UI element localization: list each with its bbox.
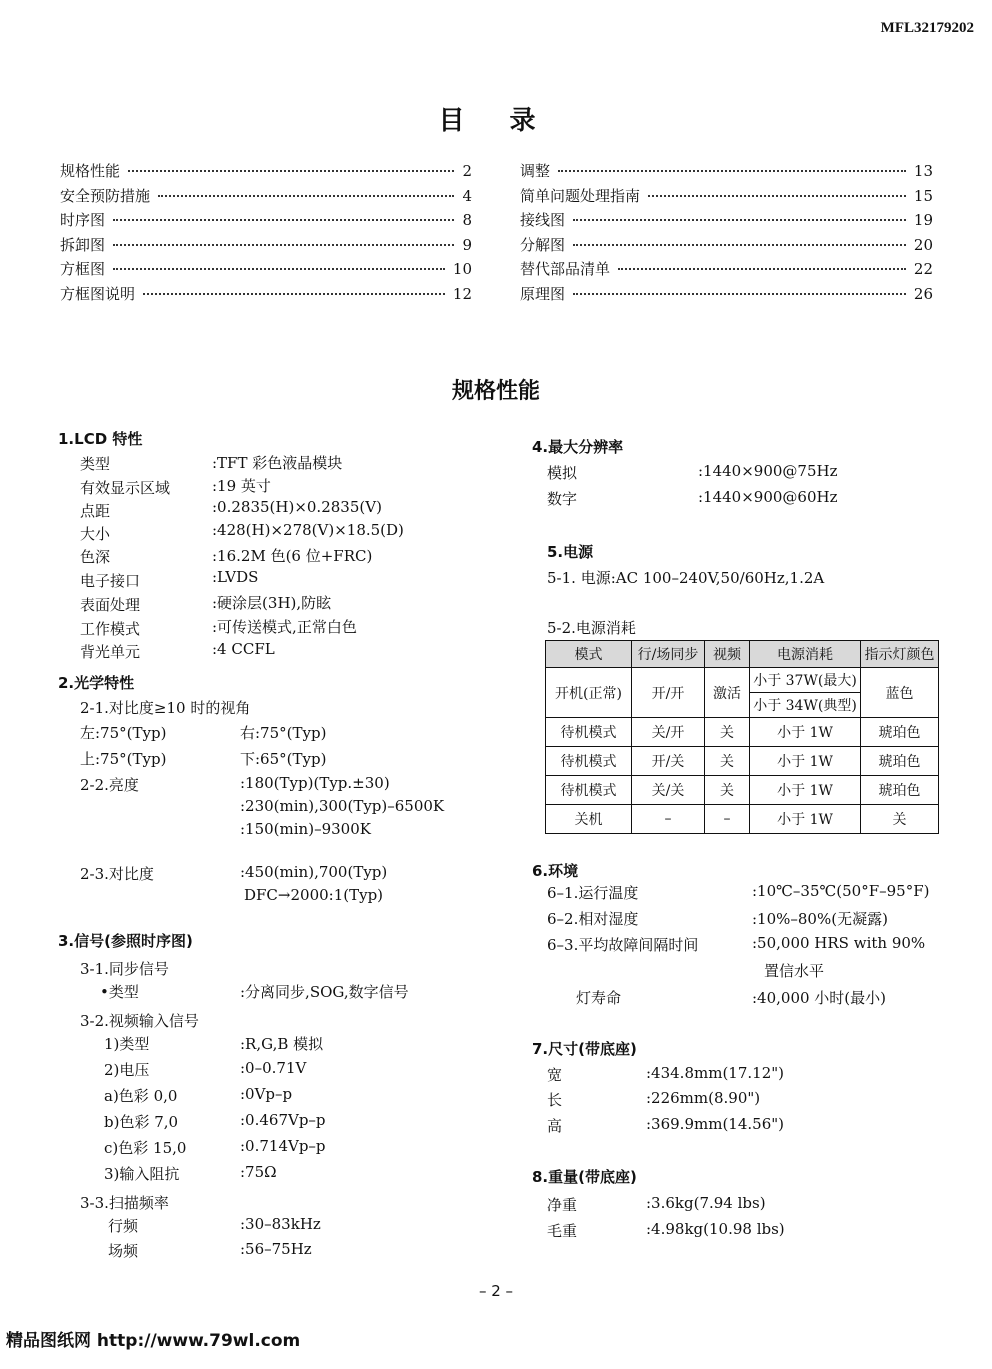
footer-watermark: 精品图纸网 http://www.79wl.com <box>6 1331 301 1351</box>
toc-entry[interactable]: 简单问题处理指南 15 <box>520 186 933 205</box>
spec-value: :分离同步,SOG,数字信号 <box>240 983 409 1001</box>
page-number: – 2 – <box>478 1282 514 1300</box>
sync-signal-label: 3-1.同步信号 <box>80 960 169 978</box>
table-header: 视频 <box>705 641 750 668</box>
table-cell: 琥珀色 <box>861 747 939 776</box>
spec-key: 宽 <box>547 1066 563 1084</box>
spec-key: 类型 <box>80 455 111 473</box>
toc-entry[interactable]: 原理图 26 <box>520 284 933 303</box>
brightness-value: :150(min)–9300K <box>240 820 371 838</box>
power-table <box>545 640 939 834</box>
spec-value: 置信水平 <box>764 962 825 980</box>
spec-key: 电子接口 <box>80 572 141 590</box>
toc-left-column <box>60 160 472 308</box>
toc-right-column <box>520 160 933 308</box>
toc-entry[interactable]: 接线图 19 <box>520 211 933 230</box>
toc-entry[interactable]: 拆卸图 9 <box>60 235 472 254</box>
toc-entry[interactable]: 安全预防措施 4 <box>60 186 472 205</box>
table-cell: 关/开 <box>632 718 705 747</box>
table-header: 电源消耗 <box>750 641 861 668</box>
table-header-row <box>546 641 939 668</box>
power-heading: 5.电源 <box>547 543 594 561</box>
power-consumption-label: 5-2.电源消耗 <box>547 619 636 637</box>
spec-key: 灯寿命 <box>576 989 622 1007</box>
spec-key: 6–1.运行温度 <box>547 884 639 902</box>
spec-key: 2)电压 <box>104 1061 150 1079</box>
toc-entry[interactable]: 方框图说明 12 <box>60 284 472 303</box>
spec-value: :硬涂层(3H),防眩 <box>212 594 332 612</box>
spec-key: 色深 <box>80 548 111 566</box>
spec-value: :0–0.71V <box>240 1059 307 1077</box>
table-cell: 开机(正常) <box>546 668 632 718</box>
table-cell: 关/关 <box>632 776 705 805</box>
toc-entry[interactable]: 替代部品清单 22 <box>520 260 933 279</box>
table-cell: 关 <box>705 747 750 776</box>
table-cell: 关机 <box>546 805 632 834</box>
table-row <box>546 805 939 834</box>
spec-key: 工作模式 <box>80 620 141 638</box>
table-cell: 琥珀色 <box>861 776 939 805</box>
spec-value: :75Ω <box>240 1163 277 1181</box>
table-row <box>546 718 939 747</box>
spec-key: 有效显示区域 <box>80 479 171 497</box>
signal-heading: 3.信号(参照时序图) <box>58 932 193 950</box>
table-cell: 开/开 <box>632 668 705 718</box>
spec-key: 模拟 <box>547 464 578 482</box>
spec-key: 3)输入阻抗 <box>104 1165 180 1183</box>
table-cell: 琥珀色 <box>861 718 939 747</box>
angle-right: 右:75°(Typ) <box>240 724 327 742</box>
spec-key: 高 <box>547 1117 563 1135</box>
table-cell: 待机模式 <box>546 718 632 747</box>
spec-key: 毛重 <box>547 1222 578 1240</box>
spec-key: 场频 <box>108 1242 139 1260</box>
spec-key: 6–2.相对湿度 <box>547 910 639 928</box>
angle-up: 上:75°(Typ) <box>80 750 167 768</box>
table-row <box>546 776 939 805</box>
brightness-value: :180(Typ)(Typ.±30) <box>240 774 390 792</box>
power-supply: 5-1. 电源:AC 100–240V,50/60Hz,1.2A <box>547 569 825 587</box>
spec-key: 数字 <box>547 490 578 508</box>
spec-value: :30–83kHz <box>240 1215 321 1233</box>
spec-value: :0.714Vp–p <box>240 1137 326 1155</box>
table-cell: 蓝色 <box>861 668 939 718</box>
spec-value: :3.6kg(7.94 lbs) <box>646 1194 766 1212</box>
spec-key: a)色彩 0,0 <box>104 1087 178 1105</box>
spec-value: :LVDS <box>212 568 259 586</box>
table-cell: 待机模式 <box>546 747 632 776</box>
table-cell: 小于 34W(典型) <box>750 693 861 718</box>
table-cell: 开/关 <box>632 747 705 776</box>
table-header: 指示灯颜色 <box>861 641 939 668</box>
table-cell: 小于 1W <box>750 747 861 776</box>
spec-value: :10℃–35℃(50°F–95°F) <box>752 882 930 900</box>
dimensions-heading: 7.尺寸(带底座) <box>532 1040 637 1058</box>
table-cell: 小于 1W <box>750 718 861 747</box>
spec-key: 净重 <box>547 1196 578 1214</box>
toc-entry[interactable]: 方框图 10 <box>60 260 472 279</box>
spec-value: :226mm(8.90") <box>646 1089 761 1107</box>
spec-key: 点距 <box>80 502 111 520</box>
table-cell: 待机模式 <box>546 776 632 805</box>
angle-down: 下:65°(Typ) <box>240 750 327 768</box>
brightness-label: 2-2.亮度 <box>80 776 139 794</box>
spec-value: :369.9mm(14.56") <box>646 1115 784 1133</box>
spec-key: 行频 <box>108 1217 139 1235</box>
toc-title: 目 录 <box>438 106 554 136</box>
table-cell: – <box>632 805 705 834</box>
document-code: MFL32179202 <box>880 20 974 36</box>
toc-entry[interactable]: 时序图 8 <box>60 211 472 230</box>
spec-key: 1)类型 <box>104 1035 150 1053</box>
viewing-angle-label: 2-1.对比度≥10 时的视角 <box>80 699 251 717</box>
spec-value: :0Vp–p <box>240 1085 293 1103</box>
spec-value: :434.8mm(17.12") <box>646 1064 784 1082</box>
table-cell: 关 <box>705 718 750 747</box>
contrast-value: :450(min),700(Typ) <box>240 863 388 881</box>
video-input-label: 3-2.视频输入信号 <box>80 1012 199 1030</box>
table-row <box>546 668 939 693</box>
spec-key: •类型 <box>100 983 139 1001</box>
spec-value: :可传送模式,正常白色 <box>212 618 357 636</box>
table-cell: 小于 1W <box>750 805 861 834</box>
table-cell: 关 <box>861 805 939 834</box>
spec-key: 6–3.平均故障间隔时间 <box>547 936 699 954</box>
angle-left: 左:75°(Typ) <box>80 724 167 742</box>
spec-value: :56–75Hz <box>240 1240 312 1258</box>
spec-value: :0.2835(H)×0.2835(V) <box>212 498 382 516</box>
spec-key: 背光单元 <box>80 643 141 661</box>
section-title: 规格性能 <box>451 379 540 404</box>
table-cell: 关 <box>705 776 750 805</box>
optical-heading: 2.光学特性 <box>58 674 135 692</box>
spec-value: :4.98kg(10.98 lbs) <box>646 1220 785 1238</box>
spec-value: :40,000 小时(最小) <box>752 989 887 1007</box>
spec-key: 长 <box>547 1091 563 1109</box>
spec-key: b)色彩 7,0 <box>104 1113 179 1131</box>
spec-value: :10%–80%(无凝露) <box>752 910 888 928</box>
spec-key: 大小 <box>80 525 111 543</box>
spec-value: :4 CCFL <box>212 640 275 658</box>
table-cell: 小于 1W <box>750 776 861 805</box>
resolution-heading: 4.最大分辨率 <box>532 438 624 456</box>
spec-key: c)色彩 15,0 <box>104 1139 187 1157</box>
table-header: 模式 <box>546 641 632 668</box>
table-header: 行/场同步 <box>632 641 705 668</box>
spec-value: :0.467Vp–p <box>240 1111 326 1129</box>
scan-freq-label: 3-3.扫描频率 <box>80 1194 169 1212</box>
table-cell: – <box>705 805 750 834</box>
spec-key: 表面处理 <box>80 596 141 614</box>
toc-entry[interactable]: 分解图 20 <box>520 235 933 254</box>
table-cell: 激活 <box>705 668 750 718</box>
spec-value: :1440×900@75Hz <box>698 462 838 480</box>
spec-value: :50,000 HRS with 90% <box>752 934 926 952</box>
spec-value: :428(H)×278(V)×18.5(D) <box>212 521 404 539</box>
table-cell: 小于 37W(最大) <box>750 668 861 693</box>
environment-heading: 6.环境 <box>532 862 579 880</box>
contrast-label: 2-3.对比度 <box>80 865 154 883</box>
toc-entry[interactable]: 规格性能 2 <box>60 162 472 180</box>
contrast-value: DFC→2000:1(Typ) <box>244 886 384 904</box>
spec-value: :R,G,B 模拟 <box>240 1035 324 1053</box>
spec-value: :1440×900@60Hz <box>698 488 838 506</box>
weight-heading: 8.重量(带底座) <box>532 1168 637 1186</box>
table-row <box>546 747 939 776</box>
toc-entry[interactable]: 调整 13 <box>520 162 933 180</box>
spec-value: :16.2M 色(6 位+FRC) <box>212 547 373 565</box>
spec-value: :TFT 彩色液晶模块 <box>212 454 343 472</box>
lcd-heading: 1.LCD 特性 <box>58 430 143 448</box>
brightness-value: :230(min),300(Typ)–6500K <box>240 797 445 815</box>
spec-value: :19 英寸 <box>212 477 271 495</box>
